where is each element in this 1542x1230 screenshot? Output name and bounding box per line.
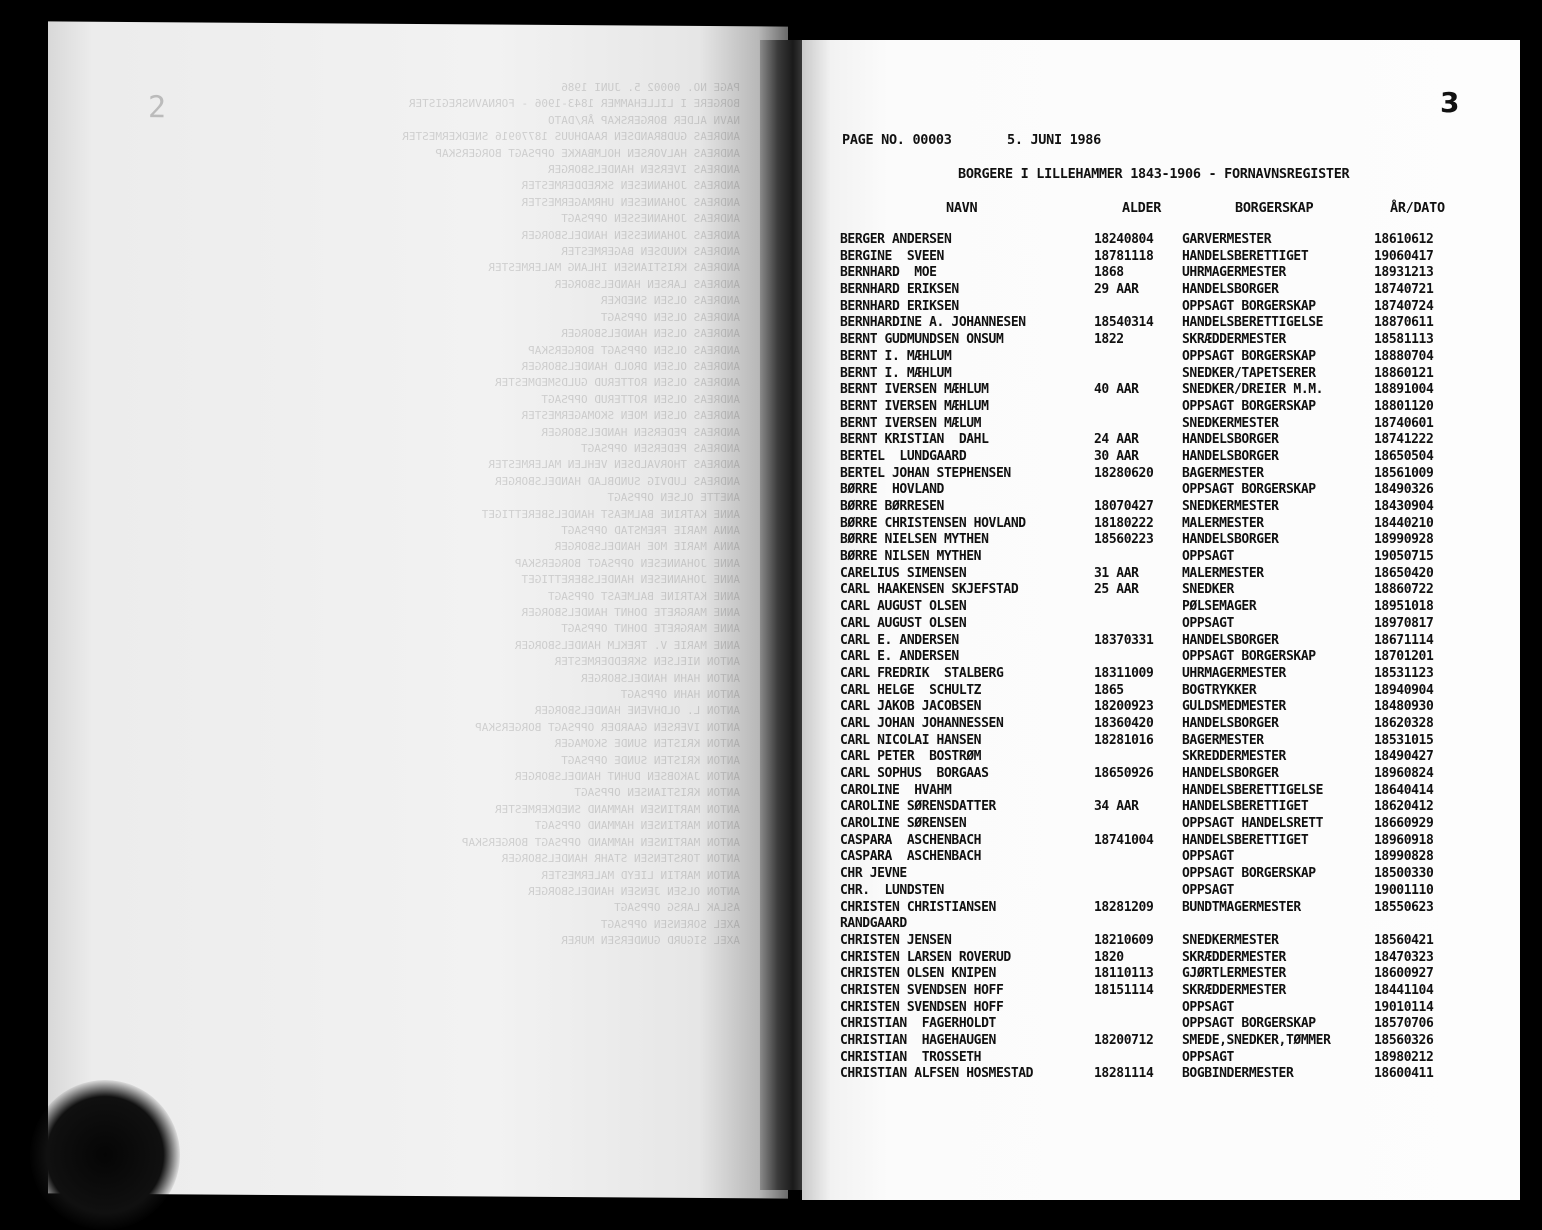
- bleed-through-line: ANDREAS OLSEN DROLD HANDELSBORGER: [521, 359, 740, 373]
- cell-navn: BERNT I. MÆHLUM: [840, 365, 952, 381]
- bleed-through-line: ANNA MARIE FREMSTAD OPPSAGT: [561, 523, 740, 537]
- cell-navn: CHRISTEN SVENDSEN HOFF: [840, 982, 1004, 998]
- table-row: [836, 516, 1476, 533]
- table-row: [836, 666, 1476, 683]
- cell-borgerskap: HANDELSBORGER: [1182, 448, 1279, 464]
- register-title: BORGERE I LILLEHAMMER 1843-1906 - FORNAVNSREGISTER: [958, 166, 1350, 182]
- bleed-through-line: ANETTE OLSEN OPPSAGT: [607, 491, 740, 505]
- cell-alder: 18070427: [1094, 499, 1154, 514]
- bleed-through-line: ANTON IVERSEN GAARDER OPPSAGT BORGERSKAP: [475, 720, 740, 734]
- thumb-shadow: [30, 1080, 180, 1230]
- cell-dato: 18600411: [1374, 1066, 1434, 1082]
- cell-borgerskap: SKRÆDDERMESTER: [1182, 949, 1286, 965]
- cell-navn: CHRISTIAN TROSSETH: [840, 1049, 982, 1065]
- document-date: 5. JUNI 1986: [1007, 132, 1101, 148]
- cell-dato: 18561009: [1374, 465, 1434, 481]
- table-row: [836, 950, 1476, 967]
- cell-dato: 18740724: [1374, 298, 1434, 314]
- cell-navn: BERNT I. MÆHLUM: [840, 348, 952, 364]
- bleed-through-line: ANTON MARTINSEN HAMMAND OPPSAGT BORGERSKAP: [461, 835, 740, 849]
- cell-borgerskap: SMEDE,SNEDKER,TØMMER: [1182, 1033, 1331, 1048]
- cell-borgerskap: OPPSAGT BORGERSKAP: [1182, 398, 1316, 414]
- bleed-through-line: NAVN ALDER BORGERSKAP ÅR/DATO: [547, 113, 740, 127]
- cell-borgerskap: HANDELSBERETTIGET: [1182, 832, 1309, 848]
- cell-alder: 18281114: [1094, 1066, 1154, 1082]
- cell-borgerskap: OPPSAGT BORGERSKAP: [1182, 298, 1316, 314]
- bleed-through-line: ANTON JAKOBSEN DUHNT HANDELSBORGER: [514, 770, 740, 784]
- table-row: [836, 432, 1476, 449]
- cell-alder: 24 AAR: [1094, 432, 1139, 448]
- cell-navn: BØRRE HOVLAND: [840, 482, 944, 498]
- cell-dato: 19050715: [1374, 549, 1434, 565]
- bleed-through-line: ANDREAS LARSEN HANDELSBORGER: [554, 277, 740, 291]
- cell-navn: BERNT KRISTIAN DAHL: [840, 432, 989, 448]
- cell-borgerskap: OPPSAGT: [1182, 849, 1234, 865]
- cell-dato: 18860722: [1374, 582, 1434, 598]
- cell-navn: CHRISTEN OLSEN KNIPEN: [840, 966, 996, 982]
- cell-navn: CAROLINE HVAHM: [840, 782, 952, 798]
- bleed-through-line: ANTON HAHN HANDELSBORGER: [581, 671, 740, 685]
- cell-navn: CARL SOPHUS BORGAAS: [840, 766, 989, 781]
- table-row: [836, 582, 1476, 599]
- cell-borgerskap: SNEDKER/DREIER M.M.: [1182, 382, 1324, 398]
- cell-alder: 18200712: [1094, 1033, 1154, 1048]
- bleed-through-line: ANDREAS OLSEN MOEN SKOMAGERMESTER: [521, 409, 740, 423]
- cell-dato: 19001110: [1374, 882, 1434, 898]
- cell-alder: 18281016: [1094, 732, 1154, 748]
- table-row: [836, 399, 1476, 416]
- cell-borgerskap: SNEDKER/TAPETSERER: [1182, 365, 1316, 381]
- cell-navn: CARL JOHAN JOHANNESSEN: [840, 715, 1004, 731]
- table-row: [836, 1050, 1476, 1067]
- cell-navn: CHRISTEN LARSEN ROVERUD: [840, 949, 1011, 965]
- cell-alder: 34 AAR: [1094, 799, 1139, 815]
- cell-navn: CAROLINE SØRENSDATTER: [840, 799, 996, 815]
- cell-dato: 18430904: [1374, 499, 1434, 514]
- bleed-through-line: BORGERE I LILLEHAMMER 1843-1906 - FORNAVNSREGISTER: [408, 97, 740, 111]
- cell-navn: BERGER ANDERSEN: [840, 232, 952, 247]
- cell-navn: CHRISTIAN HAGEHAUGEN: [840, 1033, 996, 1048]
- table-row: [836, 366, 1476, 383]
- cell-alder: 18280620: [1094, 465, 1154, 481]
- bleed-through-line: ANDREAS JOHANNESSEN OPPSAGT: [561, 212, 740, 226]
- cell-alder: 18240804: [1094, 232, 1154, 247]
- cell-navn: RANDGAARD: [840, 916, 907, 932]
- cell-alder: 40 AAR: [1094, 382, 1139, 398]
- cell-alder: 18540314: [1094, 315, 1154, 331]
- bleed-through-line: ANDREAS PEDERSEN HANDELSBORGER: [541, 425, 740, 439]
- cell-navn: BERNHARDINE A. JOHANNESEN: [840, 315, 1026, 331]
- bleed-through-text: [120, 80, 740, 1100]
- cell-dato: 18660929: [1374, 816, 1434, 832]
- bleed-through-line: ANTON KRISTEN SUNDE OPPSAGT: [561, 753, 740, 767]
- table-row: [836, 499, 1476, 516]
- cell-borgerskap: HANDELSBORGER: [1182, 632, 1279, 648]
- cell-dato: 18671114: [1374, 632, 1434, 648]
- cell-navn: CHR. LUNDSTEN: [840, 882, 944, 898]
- bleed-through-line: ANNE MARGRETE DOHNT HANDELSBORGER: [521, 606, 740, 619]
- cell-navn: CASPARA ASCHENBACH: [840, 832, 982, 848]
- table-row: [836, 966, 1476, 983]
- cell-navn: CARL PETER BOSTRØM: [840, 749, 982, 765]
- cell-borgerskap: BAGERMESTER: [1182, 465, 1264, 481]
- cell-dato: 18741222: [1374, 432, 1434, 448]
- cell-dato: 18570706: [1374, 1016, 1434, 1032]
- bleed-through-line: ANDREAS OLSEN OPPSAGT: [600, 310, 740, 324]
- cell-borgerskap: SKREDDERMESTER: [1182, 749, 1286, 765]
- table-row: [836, 299, 1476, 316]
- cell-navn: CARL HAAKENSEN SKJEFSTAD: [840, 582, 1019, 598]
- table-row: [836, 382, 1476, 399]
- cell-navn: BERTEL LUNDGAARD: [840, 448, 967, 464]
- cell-dato: 18801120: [1374, 398, 1434, 414]
- bleed-through-line: ANDREAS JOHANNESEN SKREDDERMESTER: [521, 179, 740, 193]
- bleed-through-line: ANTON L. OLDHVENE HANDELSBORGER: [534, 704, 740, 718]
- cell-borgerskap: HANDELSBERETTIGELSE: [1182, 315, 1324, 331]
- cell-alder: 18741004: [1094, 832, 1154, 848]
- cell-alder: 29 AAR: [1094, 282, 1139, 298]
- table-row: [836, 649, 1476, 666]
- cell-navn: BØRRE NIELSEN MYTHEN: [840, 532, 989, 548]
- table-row: [836, 599, 1476, 616]
- cell-alder: 18281209: [1094, 899, 1154, 915]
- column-header-alder: ALDER: [1122, 200, 1162, 216]
- cell-navn: CHR JEVNE: [840, 866, 907, 882]
- cell-dato: 18620412: [1374, 799, 1434, 815]
- table-row: [836, 916, 1476, 933]
- bleed-through-line: ANDREAS JOHANNESEN UHRMAGERMESTER: [521, 195, 740, 209]
- cell-dato: 18600927: [1374, 966, 1434, 982]
- cell-alder: 30 AAR: [1094, 448, 1139, 464]
- cell-dato: 18970817: [1374, 615, 1434, 631]
- cell-dato: 18440210: [1374, 515, 1434, 531]
- cell-borgerskap: SNEDKERMESTER: [1182, 499, 1279, 514]
- cell-navn: CHRISTEN JENSEN: [840, 932, 952, 948]
- cell-borgerskap: GJØRTLERMESTER: [1182, 966, 1286, 982]
- cell-borgerskap: HANDELSBERETTIGELSE: [1182, 782, 1324, 798]
- cell-borgerskap: OPPSAGT BORGERSKAP: [1182, 348, 1316, 364]
- cell-navn: BØRRE NILSEN MYTHEN: [840, 549, 982, 565]
- cell-dato: 18940904: [1374, 682, 1434, 698]
- cell-navn: CARL HELGE SCHULTZ: [840, 682, 982, 698]
- table-row: [836, 449, 1476, 466]
- table-row: [836, 265, 1476, 282]
- bleed-through-line: ASLAK LARSG OPPSAGT: [614, 901, 740, 915]
- cell-borgerskap: MALERMESTER: [1182, 565, 1264, 581]
- cell-navn: CARL E. ANDERSEN: [840, 649, 959, 665]
- cell-dato: 19010114: [1374, 999, 1434, 1015]
- cell-navn: BERNT GUDMUNDSEN ONSUM: [840, 332, 1004, 348]
- bleed-through-line: ANDREAS KNUDSEN BAGERMESTER: [561, 245, 740, 259]
- table-row: [836, 983, 1476, 1000]
- cell-borgerskap: OPPSAGT HANDELSRETT: [1182, 816, 1324, 832]
- cell-navn: BERNHARD ERIKSEN: [840, 298, 959, 314]
- cell-dato: 18640414: [1374, 782, 1434, 798]
- cell-borgerskap: OPPSAGT BORGERSKAP: [1182, 649, 1316, 665]
- table-row: [836, 766, 1476, 783]
- table-row: [836, 549, 1476, 566]
- cell-borgerskap: OPPSAGT BORGERSKAP: [1182, 482, 1316, 498]
- cell-borgerskap: OPPSAGT: [1182, 999, 1234, 1015]
- cell-borgerskap: UHRMAGERMESTER: [1182, 265, 1286, 281]
- cell-alder: 18650926: [1094, 766, 1154, 781]
- table-row: [836, 616, 1476, 633]
- table-row: [836, 1033, 1476, 1050]
- table-row: [836, 232, 1476, 249]
- bleed-through-line: ANDREAS PEDERSEN OPPSAGT: [581, 441, 740, 455]
- table-row: [836, 482, 1476, 499]
- cell-borgerskap: SNEDKERMESTER: [1182, 932, 1279, 948]
- table-row: [836, 566, 1476, 583]
- cell-dato: 18951018: [1374, 599, 1434, 615]
- cell-dato: 18880704: [1374, 348, 1434, 364]
- table-row: [836, 883, 1476, 900]
- cell-navn: CHRISTEN CHRISTIANSEN: [840, 899, 996, 915]
- cell-navn: CARL E. ANDERSEN: [840, 632, 959, 648]
- cell-alder: 18311009: [1094, 665, 1154, 681]
- cell-borgerskap: BOGBINDERMESTER: [1182, 1066, 1294, 1082]
- cell-dato: 18490427: [1374, 749, 1434, 765]
- table-row: [836, 332, 1476, 349]
- cell-alder: 18200923: [1094, 699, 1154, 715]
- cell-alder: 18210609: [1094, 932, 1154, 948]
- cell-borgerskap: SNEDKER: [1182, 582, 1234, 598]
- cell-dato: 18560421: [1374, 932, 1434, 948]
- cell-borgerskap: OPPSAGT BORGERSKAP: [1182, 1016, 1316, 1032]
- cell-navn: BERNT IVERSEN MÆHLUM: [840, 382, 989, 398]
- cell-navn: CARL NICOLAI HANSEN: [840, 732, 982, 748]
- cell-dato: 18891004: [1374, 382, 1434, 398]
- table-row: [836, 1066, 1476, 1083]
- cell-navn: BERGINE SVEEN: [840, 248, 944, 264]
- cell-navn: BERNHARD ERIKSEN: [840, 282, 959, 298]
- table-row: [836, 900, 1476, 917]
- table-row: [836, 716, 1476, 733]
- bleed-through-line: ANDREAS HALVORSEN HOLMBAKKE OPPSAGT BORGERSKAP: [435, 146, 740, 160]
- cell-dato: 18870611: [1374, 315, 1434, 331]
- column-header-dato: ÅR/DATO: [1390, 200, 1445, 216]
- cell-navn: CARELIUS SIMENSEN: [840, 565, 967, 581]
- cell-borgerskap: MALERMESTER: [1182, 515, 1264, 531]
- cell-dato: 18610612: [1374, 232, 1434, 247]
- bleed-through-line: ANNE MARIE V. TREKLM HANDELSBORGER: [514, 638, 740, 652]
- cell-dato: 18740721: [1374, 282, 1434, 298]
- bleed-through-line: ANTON MARTINSEN HAMMAND OPPSAGT: [534, 819, 740, 833]
- column-header-navn: NAVN: [946, 200, 978, 216]
- bleed-through-line: AXEL SORENSEN OPPSAGT: [600, 917, 740, 931]
- bleed-through-line: ANDREAS KRISTIANSEN IHLANG MALERMESTER: [488, 261, 740, 275]
- cell-navn: BERNT IVERSEN MÆHLUM: [840, 398, 989, 414]
- cell-dato: 18650420: [1374, 565, 1434, 581]
- cell-navn: BØRRE CHRISTENSEN HOVLAND: [840, 515, 1026, 531]
- table-row: [836, 1000, 1476, 1017]
- table-row: [836, 749, 1476, 766]
- cell-alder: 18110113: [1094, 966, 1154, 982]
- table-row: [836, 799, 1476, 816]
- cell-dato: 18990828: [1374, 849, 1434, 865]
- table-row: [836, 683, 1476, 700]
- bleed-through-line: ANNE MARGRETE DOHNT OPPSAGT: [561, 622, 740, 636]
- bleed-through-line: ANNE KATRINE BALMEAST OPPSAGT: [547, 589, 740, 603]
- cell-borgerskap: HANDELSBERETTIGET: [1182, 799, 1309, 815]
- table-row: [836, 783, 1476, 800]
- cell-navn: BERNHARD MOE: [840, 265, 937, 281]
- cell-navn: BØRRE BØRRESEN: [840, 499, 944, 514]
- cell-navn: CHRISTIAN FAGERHOLDT: [840, 1016, 996, 1032]
- table-row: [836, 699, 1476, 716]
- table-row: [836, 532, 1476, 549]
- table-row: [836, 849, 1476, 866]
- cell-alder: 18151114: [1094, 982, 1154, 998]
- bleed-through-line: ANDREAS OLSEN ROTTERUD GULDSMEDMESTER: [494, 376, 740, 390]
- cell-navn: CARL AUGUST OLSEN: [840, 615, 967, 631]
- cell-borgerskap: HANDELSBORGER: [1182, 766, 1279, 781]
- bleed-through-line: PAGE NO. 00002 5. JUNI 1986: [561, 81, 740, 94]
- bleed-through-line: ANDREAS OLSEN ROTTERUD OPPSAGT: [541, 392, 740, 406]
- bleed-through-line: ANNE JOHANNESEN HANDELSBERETTIGET: [521, 573, 740, 587]
- table-row: [836, 282, 1476, 299]
- bleed-through-line: ANDREAS THORVALDSEN VEHLEN MALERMESTER: [488, 458, 740, 472]
- cell-dato: 18560326: [1374, 1033, 1434, 1048]
- bleed-through-line: ANTON MARTIN LIEYD MALERMESTER: [541, 868, 740, 882]
- cell-borgerskap: OPPSAGT: [1182, 1049, 1234, 1065]
- cell-borgerskap: OPPSAGT BORGERSKAP: [1182, 866, 1316, 882]
- table-row: [836, 633, 1476, 650]
- cell-borgerskap: HANDELSBERETTIGET: [1182, 248, 1309, 264]
- cell-borgerskap: GARVERMESTER: [1182, 232, 1272, 247]
- table-row: [836, 833, 1476, 850]
- bleed-through-line: ANTON HAHN OPPSAGT: [620, 688, 740, 702]
- bleed-through-line: ANTON MARTINSEN HAMMAND SNEDKERMESTER: [494, 802, 740, 816]
- bleed-through-line: ANTON TORSTENSEN STAHR HANDELSBORGER: [501, 852, 740, 866]
- cell-alder: 25 AAR: [1094, 582, 1139, 598]
- cell-alder: 18370331: [1094, 632, 1154, 648]
- register-table: [836, 232, 1476, 1083]
- cell-dato: 18980212: [1374, 1049, 1434, 1065]
- cell-borgerskap: BOGTRYKKER: [1182, 682, 1257, 698]
- cell-alder: 18781118: [1094, 248, 1154, 264]
- cell-dato: 18550623: [1374, 899, 1434, 915]
- cell-navn: CHRISTIAN ALFSEN HOSMESTAD: [840, 1066, 1034, 1082]
- cell-dato: 18531015: [1374, 732, 1434, 748]
- bleed-through-line: ANNE JOHANNESEN OPPSAGT BORGERSKAP: [514, 556, 740, 570]
- cell-dato: 18960824: [1374, 766, 1434, 781]
- bleed-through-line: ANNA MARIE MOE HANDELSBORGER: [554, 540, 740, 554]
- left-page-number: 2: [148, 90, 167, 126]
- cell-dato: 19060417: [1374, 248, 1434, 264]
- table-row: [836, 866, 1476, 883]
- cell-borgerskap: HANDELSBORGER: [1182, 532, 1279, 548]
- table-row: [836, 1016, 1476, 1033]
- cell-borgerskap: BAGERMESTER: [1182, 732, 1264, 748]
- cell-navn: CAROLINE SØRENSEN: [840, 816, 967, 832]
- cell-borgerskap: GULDSMEDMESTER: [1182, 699, 1286, 715]
- cell-dato: 18960918: [1374, 832, 1434, 848]
- cell-navn: CHRISTEN SVENDSEN HOFF: [840, 999, 1004, 1015]
- bleed-through-line: ANNE KATRINE BALMEAST HANDELSBERETTIGET: [481, 507, 740, 521]
- table-row: [836, 315, 1476, 332]
- cell-borgerskap: OPPSAGT: [1182, 615, 1234, 631]
- table-row: [836, 349, 1476, 366]
- cell-alder: 18180222: [1094, 515, 1154, 531]
- bleed-through-line: ANDREAS GUDBRANDSEN RAADHUUS 18770916 SNEDKERMESTER: [402, 130, 740, 144]
- cell-borgerskap: HANDELSBORGER: [1182, 432, 1279, 448]
- cell-dato: 18740601: [1374, 415, 1434, 431]
- bleed-through-line: ANTON KRISTEN SUNDE SKOMAGER: [554, 737, 740, 751]
- cell-navn: BERTEL JOHAN STEPHENSEN: [840, 465, 1011, 481]
- cell-borgerskap: PØLSEMAGER: [1182, 599, 1257, 615]
- cell-alder: 1865: [1094, 682, 1124, 698]
- cell-dato: 18650504: [1374, 448, 1434, 464]
- cell-navn: CARL JAKOB JACOBSEN: [840, 699, 982, 715]
- cell-dato: 18931213: [1374, 265, 1434, 281]
- table-row: [836, 933, 1476, 950]
- cell-navn: CASPARA ASCHENBACH: [840, 849, 982, 865]
- cell-alder: 31 AAR: [1094, 565, 1139, 581]
- cell-borgerskap: HANDELSBORGER: [1182, 282, 1279, 298]
- table-row: [836, 816, 1476, 833]
- cell-borgerskap: UHRMAGERMESTER: [1182, 665, 1286, 681]
- page-number: 3: [1440, 86, 1460, 119]
- table-row: [836, 466, 1476, 483]
- cell-alder: 18560223: [1094, 532, 1154, 548]
- cell-dato: 18581113: [1374, 332, 1434, 348]
- bleed-through-line: ANTON KRISTIANSEN OPPSAGT: [574, 786, 740, 800]
- table-row: [836, 249, 1476, 266]
- cell-dato: 18480930: [1374, 699, 1434, 715]
- cell-dato: 18490326: [1374, 482, 1434, 498]
- bleed-through-line: ANDREAS OLSEN SNEDKER: [600, 294, 740, 308]
- bleed-through-line: ANTON OLSEN JENSEN HANDELSBORGER: [528, 884, 740, 898]
- cell-dato: 18531123: [1374, 665, 1434, 681]
- cell-dato: 18620328: [1374, 715, 1434, 731]
- cell-dato: 18990928: [1374, 532, 1434, 548]
- bleed-through-line: ANTON NIELSEN SKREDDERMESTER: [554, 655, 740, 669]
- cell-alder: 1822: [1094, 332, 1124, 348]
- bleed-through-line: AXEL SIGURD GUNDERSEN MURER: [561, 934, 740, 948]
- bleed-through-line: ANDREAS JOHANNESSEN HANDELSBORGER: [521, 228, 740, 242]
- cell-borgerskap: OPPSAGT: [1182, 549, 1234, 565]
- cell-dato: 18701201: [1374, 649, 1434, 665]
- cell-borgerskap: BUNDTMAGERMESTER: [1182, 899, 1301, 915]
- cell-navn: BERNT IVERSEN MÆLUM: [840, 415, 982, 431]
- cell-borgerskap: OPPSAGT: [1182, 882, 1234, 898]
- bleed-through-line: ANDREAS IVERSEN HANDELSBORGER: [547, 163, 740, 177]
- cell-borgerskap: SKRÆDDERMESTER: [1182, 982, 1286, 998]
- cell-borgerskap: SNEDKERMESTER: [1182, 415, 1279, 431]
- cell-dato: 18441104: [1374, 982, 1434, 998]
- cell-alder: 1820: [1094, 949, 1124, 965]
- page-no-label: PAGE NO. 00003: [842, 132, 952, 148]
- bleed-through-line: ANDREAS OLSEN HANDELSBORGER: [561, 327, 740, 341]
- table-row: [836, 733, 1476, 750]
- bleed-through-line: ANDREAS LUDVIG SUNDBLAD HANDELSBORGER: [494, 474, 740, 488]
- cell-navn: CARL AUGUST OLSEN: [840, 599, 967, 615]
- cell-dato: 18860121: [1374, 365, 1434, 381]
- cell-dato: 18500330: [1374, 866, 1434, 882]
- column-header-borgerskap: BORGERSKAP: [1235, 200, 1314, 216]
- table-row: [836, 416, 1476, 433]
- cell-alder: 1868: [1094, 265, 1124, 281]
- cell-borgerskap: SKRÆDDERMESTER: [1182, 332, 1286, 348]
- cell-navn: CARL FREDRIK STALBERG: [840, 665, 1004, 681]
- cell-alder: 18360420: [1094, 715, 1154, 731]
- cell-dato: 18470323: [1374, 949, 1434, 965]
- bleed-through-line: ANDREAS OLSEN OPPSAGT BORGERSKAP: [528, 343, 740, 357]
- cell-borgerskap: HANDELSBORGER: [1182, 715, 1279, 731]
